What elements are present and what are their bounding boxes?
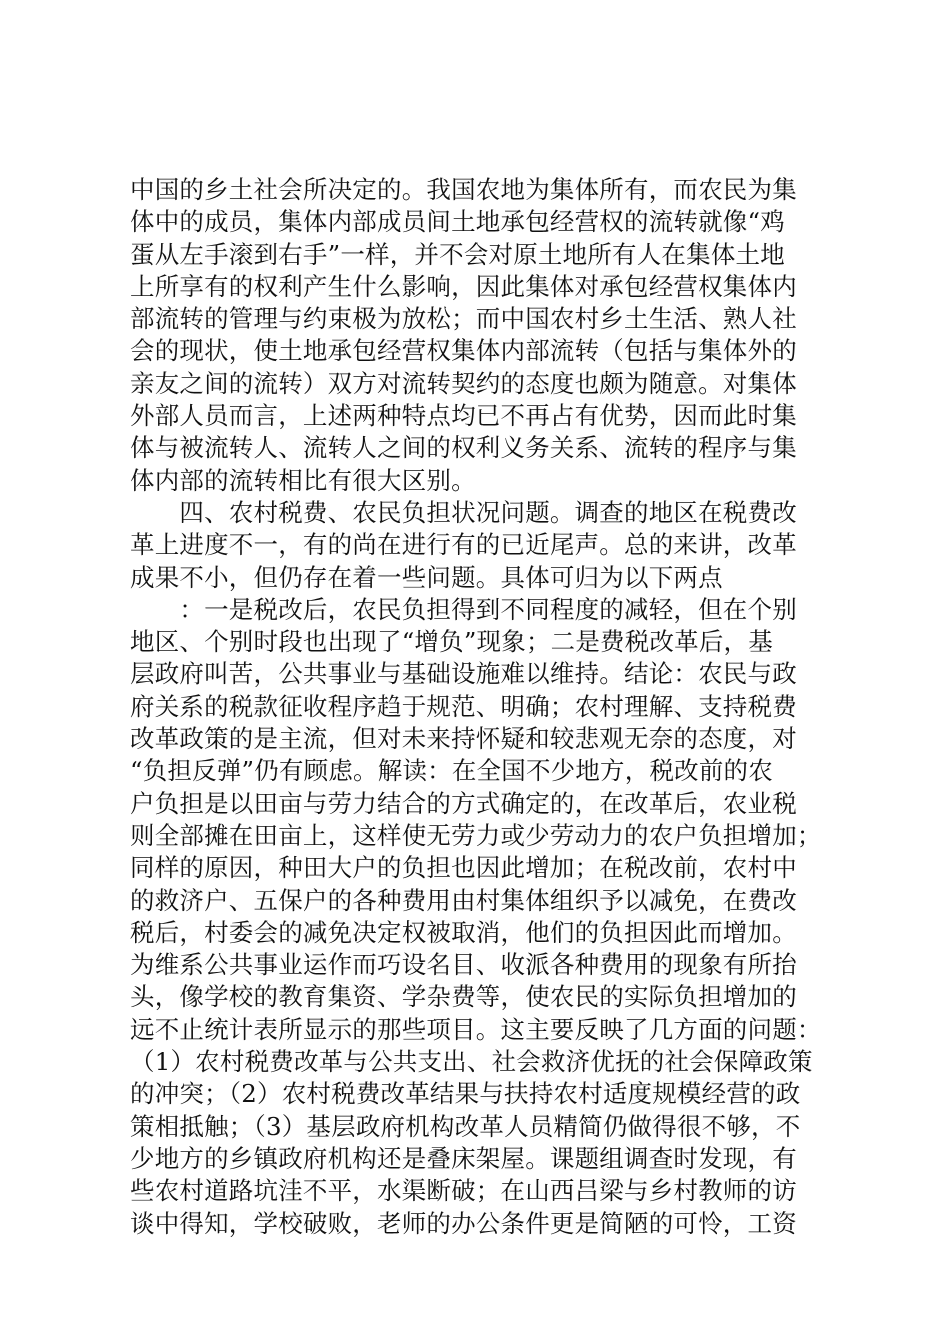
text-line: 外部人员而言，上述两种特点均已不再占有优势，因而此时集 [130, 401, 797, 431]
text-line: 远不止统计表所显示的那些项目。这主要反映了几方面的问题： [130, 1014, 822, 1044]
text-line: ：一是税改后，农民负担得到不同程度的减轻，但在个别 [130, 594, 797, 624]
text-line: 策相抵触；（3）基层政府机构改革人员精简仍做得很不够，不 [130, 1111, 801, 1141]
text-line: 层政府叫苦，公共事业与基础设施难以维持。结论：农民与政 [130, 659, 797, 689]
text-line: 的冲突；（2）农村税费改革结果与扶持农村适度规模经营的政 [130, 1079, 801, 1109]
body-text [130, 174, 830, 1240]
text-line: 谈中得知，学校破败，老师的办公条件更是简陋的可怜，工资 [130, 1208, 797, 1238]
text-line: 体中的成员，集体内部成员间土地承包经营权的流转就像“鸡 [130, 207, 785, 237]
text-line: 些农村道路坑洼不平，水渠断破；在山西吕梁与乡村教师的访 [130, 1176, 797, 1206]
text-line: 少地方的乡镇政府机构还是叠床架屋。课题组调查时发现，有 [130, 1143, 797, 1173]
text-line: 中国的乡土社会所决定的。我国农地为集体所有，而农民为集 [130, 175, 797, 204]
text-line: 则全部摊在田亩上，这样使无劳力或少劳动力的农户负担增加； [130, 820, 822, 850]
text-line: 为维系公共事业运作而巧设名目、收派各种费用的现象有所抬 [130, 950, 797, 980]
text-line: 体内部的流转相比有很大区别。 [130, 465, 476, 495]
text-line: 上所享有的权利产生什么影响，因此集体对承包经营权集体内 [130, 271, 797, 301]
text-line: 四、农村税费、农民负担状况问题。调查的地区在税费改 [130, 497, 797, 527]
text-line: 蛋从左手滚到右手”一样，并不会对原土地所有人在集体土地 [130, 239, 785, 269]
text-line: 户负担是以田亩与劳力结合的方式确定的，在改革后，农业税 [130, 788, 797, 818]
text-line: “负担反弹”仍有顾虑。解读：在全国不少地方，税改前的农 [130, 756, 773, 786]
text-line: 成果不小，但仍存在着一些问题。具体可归为以下两点 [130, 562, 723, 592]
text-line: 体与被流转人、流转人之间的权利义务关系、流转的程序与集 [130, 433, 797, 463]
text-line: 府关系的税款征收程序趋于规范、明确；农村理解、支持税费 [130, 691, 797, 721]
text-line: 的救济户、五保户的各种费用由村集体组织予以减免，在费改 [130, 885, 797, 915]
text-line: 税后，村委会的减免决定权被取消，他们的负担因此而增加。 [130, 917, 797, 947]
text-line: （1）农村税费改革与公共支出、社会救济优抚的社会保障政策 [130, 1047, 813, 1077]
text-line: 革上进度不一，有的尚在进行有的已近尾声。总的来讲，改革 [130, 530, 797, 560]
text-line: 同样的原因，种田大户的负担也因此增加；在税改前，农村中 [130, 853, 797, 883]
text-line: 改革政策的是主流，但对未来持怀疑和较悲观无奈的态度，对 [130, 724, 797, 754]
text-line: 头，像学校的教育集资、学杂费等，使农民的实际负担增加的 [130, 982, 797, 1012]
text-line: 亲友之间的流转）双方对流转契约的态度也颇为随意。对集体 [130, 368, 797, 398]
text-line: 地区、个别时段也出现了“增负”现象；二是费税改革后，基 [130, 627, 773, 657]
text-line: 部流转的管理与约束极为放松；而中国农村乡土生活、熟人社 [130, 304, 797, 334]
text-line: 会的现状，使土地承包经营权集体内部流转（包括与集体外的 [130, 336, 797, 366]
